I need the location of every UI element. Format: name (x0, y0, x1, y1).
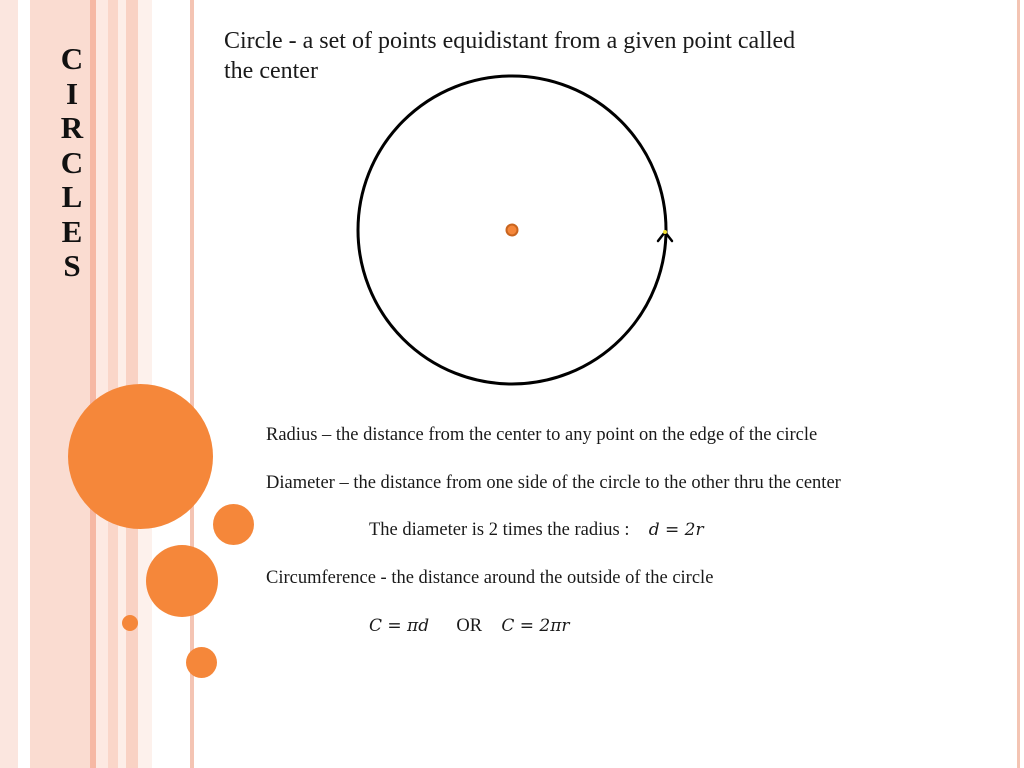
decor-right-edge (1017, 0, 1020, 768)
title-letter: C (60, 144, 84, 180)
circumference-formula-diameter: C = πd (369, 616, 430, 636)
circumference-formula-radius: C = 2πr (501, 616, 570, 636)
center-point (507, 225, 518, 236)
title-letter: L (61, 179, 83, 214)
decor-stripe (118, 0, 126, 768)
circumference-definition: Circumference - the distance around the outside of the circle (266, 568, 714, 588)
heading-line: the center (224, 58, 318, 84)
heading-line: Circle - a set of points equidistant from a given point called (224, 28, 796, 54)
circumference-formulas (369, 616, 570, 637)
decor-circle (122, 615, 138, 631)
decor-circle (186, 647, 217, 678)
radius-definition: Radius – the distance from the center to any point on the edge of the circle (266, 425, 818, 445)
diameter-relation (369, 520, 704, 541)
vertical-title (40, 42, 104, 284)
decor-stripe (108, 0, 118, 768)
title-letter: E (61, 213, 83, 249)
title-letter: C (60, 41, 84, 76)
diameter-definition: Diameter – the distance from one side of the circle to the other thru the center (266, 473, 841, 493)
decor-circle (213, 504, 254, 545)
decor-circle (146, 545, 218, 617)
diameter-formula: d = 2r (648, 520, 704, 540)
or-label: OR (456, 616, 483, 636)
decor-circle (68, 384, 213, 529)
circle-diagram (350, 70, 680, 390)
edge-point (663, 230, 667, 234)
diameter-relation-text: The diameter is 2 times the radius : (369, 520, 630, 540)
decor-stripe (0, 0, 18, 768)
title-letter: R (60, 110, 84, 145)
title-letter: S (63, 248, 81, 283)
title-letter: I (65, 75, 79, 111)
